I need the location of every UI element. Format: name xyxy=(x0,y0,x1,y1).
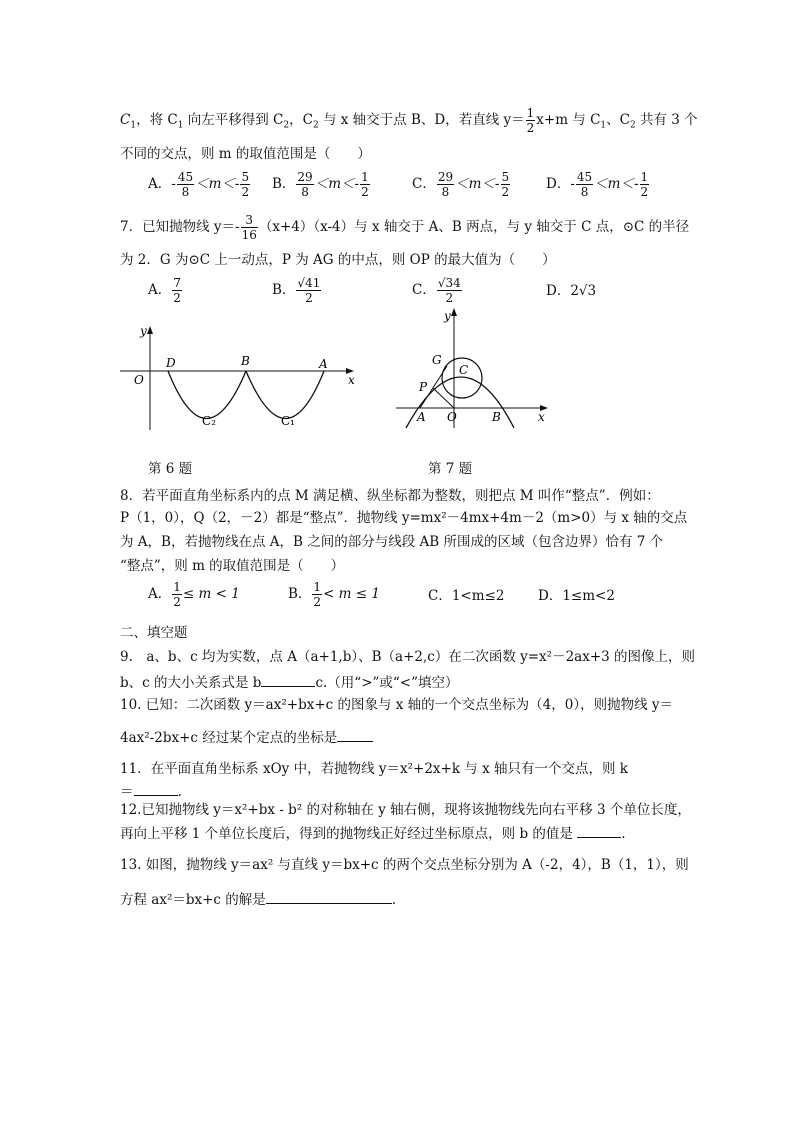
q7-option-d[interactable]: D．2√3 xyxy=(546,283,597,299)
q12-answer-blank[interactable] xyxy=(577,823,621,838)
caption-fig7: 第 7 题 xyxy=(428,461,473,477)
q6-line2: 不同的交点，则 m 的取值范围是（ ） xyxy=(120,146,371,162)
q8-line3: 为 A，B，若抛物线在点 A，B 之间的部分与线段 AB 所围成的区域（包含边界）恰有 7 个 xyxy=(120,534,664,550)
q9-line2: b、c 的大小关系式是 b c.（用“>”或“<”填空） xyxy=(120,672,459,692)
q7-line1: 7．已知抛物线 y＝- $\frac{3}{16}$ （x+4）（x-4）与 x 轴交于 A、B 两点，与 y 轴交于 C 点，⊙C 的半径 xyxy=(120,213,690,242)
q13-line2: 方程 ax²＝bx+c 的解是 . xyxy=(120,889,396,909)
q7-option-a[interactable]: A． $\frac{7}{2}$ xyxy=(148,276,181,305)
q7-option-c[interactable]: C． $\frac{√34}{2}$ xyxy=(412,276,461,305)
fig7-label-a: A xyxy=(417,410,426,424)
q7-line2: 为 2．G 为⊙C 上一动点，P 为 AG 的中点，则 OP 的最大值为（ ） xyxy=(120,252,556,268)
fig7-label-y: y xyxy=(444,309,451,323)
figure-7 xyxy=(392,306,560,430)
fig7-label-b: B xyxy=(492,410,501,424)
fig6-label-o: O xyxy=(134,373,144,387)
q6-option-d[interactable]: D．- $\frac{45}{8}$ ＜m＜- $\frac{1}{2}$ xyxy=(546,170,649,199)
fig7-label-x: x xyxy=(538,410,545,424)
q9-answer-blank[interactable] xyxy=(261,672,315,687)
q7-option-b[interactable]: B． $\frac{√41}{2}$ xyxy=(272,276,321,305)
section-heading: 二、填空题 xyxy=(120,625,188,641)
q8-line1: 8．若平面直角坐标系内的点 M 满足横、纵坐标都为整数，则把点 M 叫作“整点”．例如： xyxy=(120,488,660,504)
q10-line1: 10. 已知：二次函数 y＝ax²+bx+c 的图象与 x 轴的一个交点坐标为（4，0），则抛物线 y＝ xyxy=(120,697,674,713)
fig6-label-c2: C₂ xyxy=(202,414,216,428)
q11-answer-blank[interactable] xyxy=(134,781,178,796)
fig6-label-d: D xyxy=(166,356,176,370)
q8-option-b[interactable]: B． $\frac{1}{2}$ < m ≤ 1 xyxy=(288,580,380,609)
fig6-label-c1: C₁ xyxy=(281,414,295,428)
fig7-label-g: G xyxy=(432,353,442,367)
q8-line2: P（1，0），Q（2，－2）都是“整点”．抛物线 y=mx²－4mx+4m－2（m>0）与 x 轴的交点 xyxy=(120,510,688,526)
q12-line2: 再向上平移 1 个单位长度后，得到的抛物线正好经过坐标原点，则 b 的值是 . xyxy=(120,823,625,843)
q6-option-a[interactable]: A．- $\frac{45}{8}$ ＜m＜- $\frac{5}{2}$ xyxy=(148,170,250,199)
figure-6 xyxy=(116,318,366,438)
q8-option-d[interactable]: D．1≤m<2 xyxy=(538,588,615,604)
q6-line1: $C_1$，将 $C_1$ 向左平移得到 $C_2$，$C_2$ 与 x 轴交于点 B、D，若直线 y＝ $\frac{1}{2}$ x+m 与 $C_1$、$C_2$ 共有 3 个 xyxy=(120,106,698,135)
q8-option-c[interactable]: C．1<m≤2 xyxy=(428,588,505,604)
fig6-label-y: y xyxy=(140,324,147,338)
fig6-label-x: x xyxy=(348,373,355,387)
caption-fig6: 第 6 题 xyxy=(148,461,193,477)
fig7-label-o: O xyxy=(447,410,457,424)
fraction-half: $\frac{1}{2}$ xyxy=(526,106,535,135)
q6-option-b[interactable]: B． $\frac{29}{8}$ ＜m＜- $\frac{1}{2}$ xyxy=(272,170,369,199)
fig6-label-a: A xyxy=(319,357,328,371)
fig7-label-p: P xyxy=(419,380,428,394)
q8-line4: “整点”，则 m 的取值范围是（ ） xyxy=(120,558,345,574)
q10-line2: 4ax²-2bx+c 经过某个定点的坐标是 xyxy=(120,727,373,747)
q9-line1: 9. a、b、c 均为实数，点 A（a+1,b）、B（a+2,c）在二次函数 y=x²－2ax+3 的图像上，则 xyxy=(120,649,696,665)
q11-line1: 11．在平面直角坐标系 xOy 中，若抛物线 y＝x²+2x+k 与 x 轴只有一个交点，则 k xyxy=(120,761,628,777)
q13-line1: 13. 如图，抛物线 y＝ax² 与直线 y＝bx+c 的两个交点坐标分别为 A（-2，4），B（1，1），则 xyxy=(120,857,689,873)
fig6-label-b: B xyxy=(241,354,250,368)
fig7-label-c: C xyxy=(459,363,469,377)
q13-answer-blank[interactable] xyxy=(266,889,392,904)
q8-option-a[interactable]: A． $\frac{1}{2}$ ≤ m < 1 xyxy=(148,580,240,609)
q12-line1: 12.已知抛物线 y＝x²+bx - b² 的对称轴在 y 轴右侧，现将该抛物线先向右平移 3 个单位长度， xyxy=(120,802,691,818)
q6-option-c[interactable]: C． $\frac{29}{8}$ ＜m＜- $\frac{5}{2}$ xyxy=(412,170,510,199)
q11-line2: ＝ . xyxy=(120,781,182,801)
q10-answer-blank[interactable] xyxy=(337,727,373,742)
